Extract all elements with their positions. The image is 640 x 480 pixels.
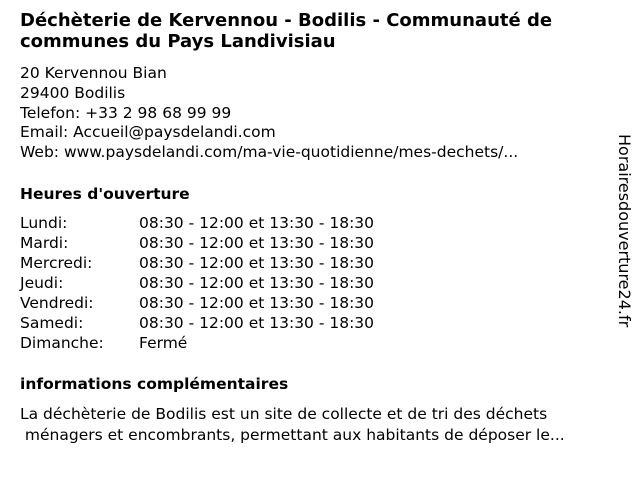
opening-hours-table [20, 213, 440, 353]
hours-time: 08:30 - 12:00 et 13:30 - 18:30 [139, 254, 375, 272]
hours-row-wednesday [20, 253, 440, 273]
page-title-line-2: communes du Pays Landivisiau [20, 31, 336, 52]
hours-row-friday [20, 293, 440, 313]
address-street: 20 Kervennou Bian [20, 64, 167, 82]
hours-day: Lundi: [20, 214, 68, 232]
hours-row-saturday [20, 313, 440, 333]
hours-row-tuesday [20, 233, 440, 253]
hours-time: Fermé [139, 334, 188, 352]
hours-day: Mercredi: [20, 254, 93, 272]
hours-time: 08:30 - 12:00 et 13:30 - 18:30 [139, 274, 375, 292]
hours-time: 08:30 - 12:00 et 13:30 - 18:30 [139, 314, 375, 332]
hours-day: Vendredi: [20, 294, 94, 312]
web-link[interactable]: Web: www.paysdelandi.com/ma-vie-quotidienne/mes-dechets/... [20, 143, 519, 161]
hours-day: Jeudi: [20, 274, 64, 292]
page-title-line-1: Déchèterie de Kervennou - Bodilis - Communauté de [20, 10, 553, 31]
hours-time: 08:30 - 12:00 et 13:30 - 18:30 [139, 234, 375, 252]
phone-text[interactable]: Telefon: +33 2 98 68 99 99 [20, 103, 232, 122]
additional-info-text [20, 404, 635, 446]
hours-day: Dimanche: [20, 334, 104, 352]
hours-day: Samedi: [20, 314, 84, 332]
hours-row-sunday [20, 333, 440, 353]
email-text[interactable]: Email: Accueil@paysdelandi.com [20, 123, 276, 142]
site-brand-text[interactable]: Horairesdouverture24.fr [615, 134, 634, 328]
additional-info-line-2: ménagers et encombrants, permettant aux habitants de déposer le... [20, 426, 565, 444]
page-title [20, 10, 625, 52]
opening-hours-heading: Heures d'ouverture [20, 185, 190, 203]
hours-row-thursday [20, 273, 440, 293]
address-block [20, 64, 610, 163]
hours-row-monday [20, 213, 440, 233]
hours-time: 08:30 - 12:00 et 13:30 - 18:30 [139, 294, 375, 312]
additional-info-heading: informations complémentaires [20, 375, 289, 393]
hours-time: 08:30 - 12:00 et 13:30 - 18:30 [139, 214, 375, 232]
site-brand-vertical [613, 134, 635, 344]
hours-day: Mardi: [20, 234, 69, 252]
address-city: 29400 Bodilis [20, 83, 126, 102]
additional-info-line-1: La déchèterie de Bodilis est un site de collecte et de tri des déchets [20, 405, 548, 423]
